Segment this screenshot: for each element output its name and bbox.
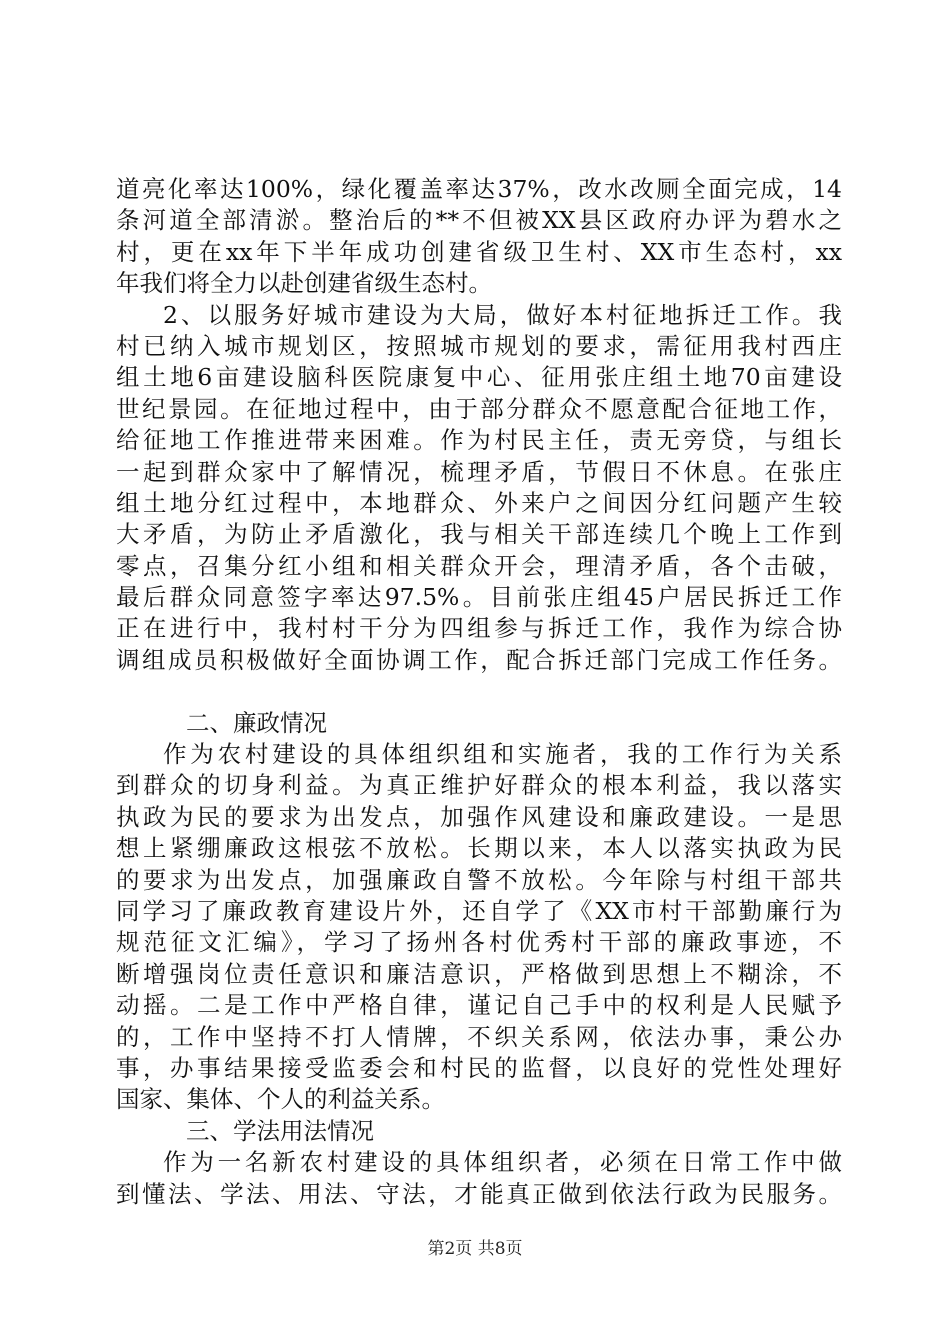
text-line: 调组成员积极做好全面协调工作，配合拆迁部门完成工作任务。 <box>116 645 842 674</box>
text-line: 大矛盾，为防止矛盾激化，我与相关干部连续几个晚上工作到 <box>116 520 842 549</box>
text-line: 零点，召集分红小组和相关群众开会，理清矛盾，各个击破， <box>116 551 842 580</box>
text-line: 想上紧绷廉政这根弦不放松。长期以来，本人以落实执政为民 <box>116 834 842 863</box>
text-line: 最后群众同意签字率达97.5%。目前张庄组45户居民拆迁工作 <box>116 583 842 612</box>
text-line: 的要求为出发点，加强廉政自警不放松。今年除与村组干部共 <box>116 865 842 894</box>
text-line: 到懂法、学法、用法、守法，才能真正做到依法行政为民服务。 <box>116 1179 842 1208</box>
text-line: 到群众的切身利益。为真正维护好群众的根本利益，我以落实 <box>116 771 842 800</box>
text-line: 村已纳入城市规划区，按照城市规划的要求，需征用我村西庄 <box>116 331 842 360</box>
text-line: 一起到群众家中了解情况，梳理矛盾，节假日不休息。在张庄 <box>116 457 842 486</box>
text-line: 的，工作中坚持不打人情牌，不织关系网，依法办事，秉公办 <box>116 1022 842 1051</box>
text-line: 组土地6亩建设脑科医院康复中心、征用张庄组土地70亩建设 <box>116 363 842 392</box>
text-line: 村，更在xx年下半年成功创建省级卫生村、XX市生态村，xx <box>116 237 842 266</box>
text-line: 事，办事结果接受监委会和村民的监督，以良好的党性处理好 <box>116 1053 842 1082</box>
text-line: 给征地工作推进带来困难。作为村民主任，责无旁贷，与组长 <box>116 426 842 455</box>
text-line: 规范征文汇编》，学习了扬州各村优秀村干部的廉政事迹，不 <box>116 928 842 957</box>
text-line: 国家、集体、个人的利益关系。 <box>116 1085 445 1114</box>
text-line: 2、以服务好城市建设为大局，做好本村征地拆迁工作。我 <box>163 300 842 329</box>
text-line: 断增强岗位责任意识和廉洁意识，严格做到思想上不糊涂，不 <box>116 959 842 988</box>
section-heading: 二、廉政情况 <box>186 708 327 737</box>
text-line: 世纪景园。在征地过程中，由于部分群众不愿意配合征地工作， <box>116 394 842 423</box>
text-line: 作为农村建设的具体组织组和实施者，我的工作行为关系 <box>163 740 842 769</box>
text-line: 执政为民的要求为出发点，加强作风建设和廉政建设。一是思 <box>116 802 842 831</box>
paragraph-gap <box>116 676 842 707</box>
text-line: 道亮化率达100%，绿化覆盖率达37%，改水改厕全面完成，14 <box>116 175 842 203</box>
text-line: 同学习了廉政教育建设片外，还自学了《XX市村干部勤廉行为 <box>116 896 842 925</box>
text-line: 年我们将全力以赴创建省级生态村。 <box>116 269 492 298</box>
text-line: 条河道全部清淤。整治后的**不但被XX县区政府办评为碧水之 <box>116 206 842 235</box>
page-number: 第2页 共8页 <box>427 1239 523 1259</box>
text-line: 正在进行中，我村村干分为四组参与拆迁工作，我作为综合协 <box>116 614 842 643</box>
text-line: 动摇。二是工作中严格自律，谨记自己手中的权利是人民赋予 <box>116 991 842 1020</box>
text-line: 作为一名新农村建设的具体组织者，必须在日常工作中做 <box>163 1148 842 1177</box>
section-heading: 三、学法用法情况 <box>186 1116 374 1145</box>
document-body <box>116 174 842 1210</box>
text-line: 组土地分红过程中，本地群众、外来户之间因分红问题产生较 <box>116 488 842 517</box>
